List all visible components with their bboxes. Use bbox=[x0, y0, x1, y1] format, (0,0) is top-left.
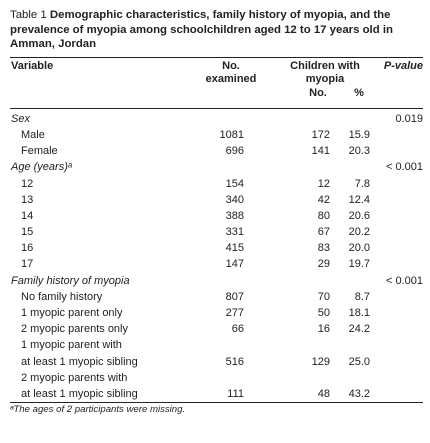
table-row bbox=[10, 354, 423, 370]
row-variable: at least 1 myopic sibling bbox=[21, 355, 138, 368]
row-myopia-count: 172 bbox=[311, 128, 330, 141]
table-row bbox=[10, 386, 423, 402]
row-myopia-percent: 18.1 bbox=[348, 307, 370, 320]
row-myopia-count: 70 bbox=[317, 290, 330, 303]
row-myopia-count: 83 bbox=[317, 242, 330, 255]
table-row bbox=[10, 256, 423, 272]
row-myopia-percent: 15.9 bbox=[348, 128, 370, 141]
row-variable: 16 bbox=[21, 242, 34, 255]
row-myopia-count: 42 bbox=[317, 193, 330, 206]
header-no-examined-line1: No. bbox=[222, 59, 240, 72]
row-myopia-count: 80 bbox=[317, 209, 330, 222]
row-myopia-count: 16 bbox=[317, 323, 330, 336]
row-variable: at least 1 myopic sibling bbox=[21, 387, 138, 400]
row-no-examined: 277 bbox=[225, 307, 244, 320]
table-row bbox=[10, 208, 423, 224]
table-row bbox=[10, 273, 423, 289]
row-no-examined: 340 bbox=[225, 193, 244, 206]
row-variable: 1 myopic parent with bbox=[21, 339, 122, 352]
row-myopia-percent: 19.7 bbox=[348, 258, 370, 271]
header-children-line2: myopia bbox=[305, 73, 345, 86]
row-variable: No family history bbox=[21, 290, 103, 303]
table-container bbox=[10, 8, 423, 415]
header-children-with-myopia bbox=[278, 60, 372, 87]
row-myopia-percent: 12.4 bbox=[348, 193, 370, 206]
row-no-examined: 154 bbox=[225, 177, 244, 190]
row-no-examined: 147 bbox=[225, 258, 244, 271]
header-variable: Variable bbox=[11, 59, 54, 72]
row-variable: Family history of myopia bbox=[11, 274, 130, 287]
table-row bbox=[10, 143, 423, 159]
row-no-examined: 516 bbox=[225, 355, 244, 368]
row-variable: 15 bbox=[21, 226, 34, 239]
table-body bbox=[10, 109, 423, 402]
table-header bbox=[10, 58, 423, 108]
row-no-examined: 696 bbox=[225, 145, 244, 158]
row-variable: Sex bbox=[11, 112, 30, 125]
table-row bbox=[10, 192, 423, 208]
row-variable: 2 myopic parents only bbox=[21, 323, 128, 336]
row-myopia-percent: 20.3 bbox=[348, 145, 370, 158]
table-row bbox=[10, 370, 423, 386]
table-caption bbox=[10, 8, 423, 52]
table-row bbox=[10, 289, 423, 305]
table-row bbox=[10, 321, 423, 337]
row-p-value: < 0.001 bbox=[385, 161, 423, 174]
table-label: Table 1 bbox=[10, 9, 47, 21]
table-row bbox=[10, 240, 423, 256]
row-variable: 14 bbox=[21, 209, 34, 222]
row-myopia-percent: 20.6 bbox=[348, 209, 370, 222]
row-variable: 13 bbox=[21, 193, 34, 206]
row-myopia-percent: 20.0 bbox=[348, 242, 370, 255]
row-variable: 1 myopic parent only bbox=[21, 307, 123, 320]
table-row bbox=[10, 111, 423, 127]
row-no-examined: 66 bbox=[231, 323, 244, 336]
row-variable: 12 bbox=[21, 177, 34, 190]
row-no-examined: 807 bbox=[225, 290, 244, 303]
table-row bbox=[10, 337, 423, 353]
row-p-value: < 0.001 bbox=[385, 274, 423, 287]
row-myopia-percent: 25.0 bbox=[348, 355, 370, 368]
row-variable: Male bbox=[21, 128, 45, 141]
table-row bbox=[10, 159, 423, 175]
header-sub-percent: % bbox=[354, 86, 364, 99]
row-no-examined: 388 bbox=[225, 209, 244, 222]
header-no-examined bbox=[188, 60, 274, 87]
row-no-examined: 1081 bbox=[219, 128, 244, 141]
header-sub-no: No. bbox=[309, 86, 327, 99]
table-row bbox=[10, 176, 423, 192]
row-myopia-count: 12 bbox=[317, 177, 330, 190]
row-myopia-percent: 7.8 bbox=[354, 177, 370, 190]
row-no-examined: 415 bbox=[225, 242, 244, 255]
row-myopia-count: 50 bbox=[317, 307, 330, 320]
table-row bbox=[10, 127, 423, 143]
row-variable: Age (years)ᵃ bbox=[11, 161, 72, 174]
row-no-examined: 111 bbox=[227, 387, 244, 400]
row-variable: Female bbox=[21, 145, 58, 158]
row-myopia-count: 29 bbox=[317, 258, 330, 271]
table-row bbox=[10, 305, 423, 321]
row-myopia-percent: 8.7 bbox=[354, 290, 370, 303]
row-myopia-percent: 20.2 bbox=[348, 226, 370, 239]
header-p-value: P-value bbox=[383, 59, 423, 72]
row-myopia-count: 129 bbox=[311, 355, 330, 368]
row-myopia-percent: 43.2 bbox=[348, 387, 370, 400]
row-myopia-percent: 24.2 bbox=[348, 323, 370, 336]
table-title: Demographic characteristics, family history of myopia, and the prevalence of myopia among schoolchildren aged 12 to 17 years old in Amman, Jordan bbox=[10, 9, 393, 51]
header-no-examined-line2: examined bbox=[205, 73, 257, 86]
table-footnote: ᵃThe ages of 2 participants were missing. bbox=[10, 404, 186, 416]
table-row bbox=[10, 224, 423, 240]
row-p-value: 0.019 bbox=[395, 112, 423, 125]
row-myopia-count: 141 bbox=[311, 145, 330, 158]
row-variable: 17 bbox=[21, 258, 34, 271]
header-children-line1: Children with bbox=[290, 59, 360, 72]
row-myopia-count: 67 bbox=[317, 226, 330, 239]
row-variable: 2 myopic parents with bbox=[21, 371, 128, 384]
row-no-examined: 331 bbox=[225, 226, 244, 239]
row-myopia-count: 48 bbox=[317, 387, 330, 400]
